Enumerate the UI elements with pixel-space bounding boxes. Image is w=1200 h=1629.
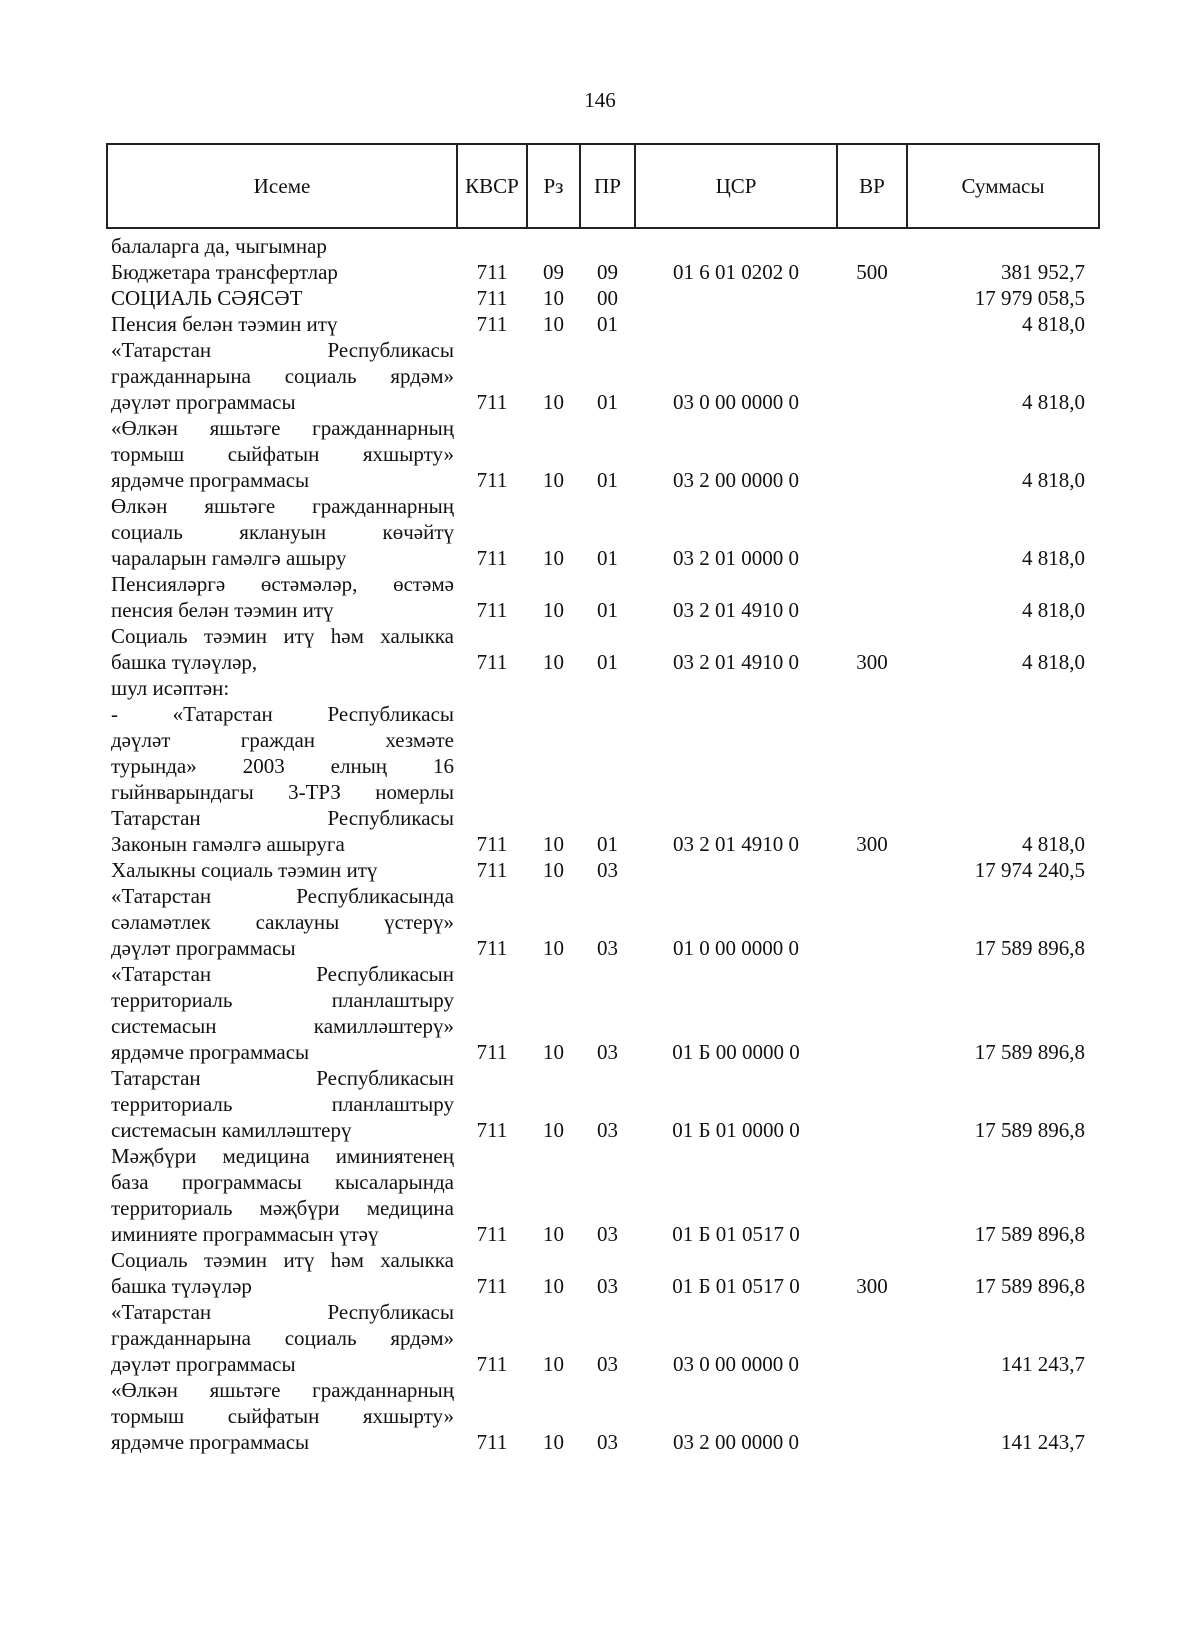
row-name-line: гыйнварындагы 3-ТРЗ номерлы [111,780,454,804]
row-kvsr: 711 [476,1352,508,1376]
row-sum: 4 818,0 [1022,546,1085,570]
row-rz: 10 [543,1430,564,1454]
row-sum: 17 589 896,8 [974,1118,1085,1142]
row-sum: 141 243,7 [1001,1352,1085,1376]
row-kvsr [457,228,527,259]
row-name-line: Законын гамәлгә ашыруга [111,832,345,856]
row-name [107,311,457,337]
row-csr: 03 2 00 0000 0 [673,1430,799,1454]
row-csr: 01 6 01 0202 0 [673,260,799,284]
row-pr [580,228,635,259]
row-csr: 03 0 00 0000 0 [673,390,799,414]
row-vr [837,961,907,1065]
row-name-line: тормыш сыйфатын яхшырту» [111,1404,454,1428]
row-name-line: системасын камилләштерү [111,1118,352,1142]
row-csr [635,675,837,701]
row-csr: 01 0 00 0000 0 [673,936,799,960]
row-rz: 10 [543,1222,564,1246]
row-vr [837,1143,907,1247]
row-name [107,623,457,675]
row-kvsr: 711 [476,1430,508,1454]
row-pr: 01 [597,390,618,414]
row-name [107,1065,457,1143]
table-row [107,259,1099,285]
row-csr: 03 0 00 0000 0 [673,1352,799,1376]
header-kvsr: КВСР [457,144,527,228]
row-kvsr [457,675,527,701]
row-name-line: сәламәтлек саклауны үстерү» [111,910,454,934]
row-name-line: Бюджетара трансфертлар [111,260,338,284]
row-rz: 10 [543,390,564,414]
row-name-line: Социаль тәэмин итү һәм халыкка [111,624,454,648]
row-name-line: пенсия белән тәэмин итү [111,598,334,622]
row-name-line: «Татарстан Республикасын [111,962,454,986]
row-pr: 03 [597,1274,618,1298]
row-name [107,1377,457,1455]
row-kvsr: 711 [476,546,508,570]
row-name-line: «Өлкән яшьтәге гражданнарның [111,416,454,440]
row-name-line: дәүләт программасы [111,390,296,414]
row-name-line: Мәҗбүри медицина иминиятенең [111,1144,454,1168]
header-name: Исеме [107,144,457,228]
row-csr [635,285,837,311]
row-csr: 03 2 01 0000 0 [673,546,799,570]
row-csr: 03 2 00 0000 0 [673,468,799,492]
table-row [107,228,1099,259]
row-pr: 03 [597,936,618,960]
header-sum: Суммасы [907,144,1099,228]
row-name-line: гражданнарына социаль ярдәм» [111,364,454,388]
row-pr: 03 [597,1430,618,1454]
row-rz: 10 [543,832,564,856]
table-row [107,1065,1099,1143]
row-pr: 03 [597,1222,618,1246]
row-name [107,1247,457,1299]
table-row [107,1377,1099,1455]
row-kvsr: 711 [476,312,508,336]
row-name-line: социаль яклануын көчәйтү [111,520,454,544]
row-sum: 17 979 058,5 [974,286,1085,310]
row-pr: 03 [597,1040,618,1064]
row-name [107,285,457,311]
row-vr [837,675,907,701]
row-name-line: гражданнарына социаль ярдәм» [111,1326,454,1350]
row-name-line: Татарстан Республикасын [111,1066,454,1090]
row-name-line: Пенсия белән тәэмин итү [111,312,338,336]
header-vr: ВР [837,144,907,228]
row-vr [837,883,907,961]
row-sum: 17 589 896,8 [974,1274,1085,1298]
row-csr: 03 2 01 4910 0 [673,832,799,856]
row-rz: 10 [543,936,564,960]
row-kvsr: 711 [476,832,508,856]
row-name-line: балаларга да, чыгымнар [111,234,327,258]
row-vr: 500 [856,260,888,284]
row-name-line: «Татарстан Республикасында [111,884,454,908]
row-csr: 01 Б 01 0517 0 [672,1222,800,1246]
table-row [107,337,1099,415]
row-vr [837,857,907,883]
row-sum: 17 974 240,5 [974,858,1085,882]
row-rz: 10 [543,1118,564,1142]
row-name [107,701,457,857]
header-pr: ПР [580,144,635,228]
row-name [107,961,457,1065]
row-name [107,883,457,961]
row-sum: 4 818,0 [1022,390,1085,414]
row-vr [837,1065,907,1143]
table-row [107,883,1099,961]
row-pr: 03 [597,1118,618,1142]
row-kvsr: 711 [476,1222,508,1246]
row-vr [837,311,907,337]
row-pr: 00 [597,286,618,310]
row-vr [837,1377,907,1455]
row-kvsr: 711 [476,286,508,310]
row-rz: 10 [543,858,564,882]
row-name-line: «Өлкән яшьтәге гражданнарның [111,1378,454,1402]
budget-table [106,143,1100,1455]
row-pr: 01 [597,468,618,492]
row-name-line: ярдәмче программасы [111,468,310,492]
row-pr: 01 [597,650,618,674]
row-name-line: Татарстан Республикасы [111,806,454,830]
row-pr: 01 [597,598,618,622]
row-name-line: иминияте программасын үтәү [111,1222,379,1246]
row-kvsr: 711 [476,1118,508,1142]
row-vr [837,1299,907,1377]
row-vr [837,415,907,493]
row-sum: 17 589 896,8 [974,936,1085,960]
row-pr: 03 [597,1352,618,1376]
table-body [107,228,1099,1455]
page-number: 146 [584,88,616,112]
row-vr [837,285,907,311]
table-row [107,311,1099,337]
table-row [107,415,1099,493]
table-row [107,493,1099,571]
row-name-line: башка түләүләр, [111,650,258,674]
row-vr: 300 [856,650,888,674]
row-vr [837,337,907,415]
row-csr: 01 Б 01 0517 0 [672,1274,800,1298]
row-kvsr: 711 [476,650,508,674]
row-kvsr: 711 [476,1274,508,1298]
row-kvsr: 711 [476,390,508,414]
row-csr [635,857,837,883]
row-rz: 10 [543,312,564,336]
row-name [107,415,457,493]
row-rz [527,675,580,701]
row-name-line: территориаль планлаштыру [111,1092,454,1116]
table-row [107,1247,1099,1299]
row-name-line: дәүләт граждан хезмәте [111,728,454,752]
row-name-line: «Татарстан Республикасы [111,338,454,362]
row-sum: 17 589 896,8 [974,1222,1085,1246]
row-pr: 01 [597,832,618,856]
table-row [107,675,1099,701]
row-name [107,259,457,285]
row-sum: 4 818,0 [1022,468,1085,492]
row-name-line: дәүләт программасы [111,936,296,960]
row-name [107,1143,457,1247]
row-name [107,337,457,415]
row-vr [837,493,907,571]
row-pr: 01 [597,312,618,336]
row-name-line: Социаль тәэмин итү һәм халыкка [111,1248,454,1272]
row-kvsr: 711 [476,1040,508,1064]
table-row [107,1143,1099,1247]
row-csr [635,311,837,337]
row-csr: 01 Б 00 0000 0 [672,1040,800,1064]
row-name-line: СОЦИАЛЬ СӘЯСӘТ [111,286,303,310]
row-name-line: тормыш сыйфатын яхшырту» [111,442,454,466]
row-name [107,571,457,623]
row-sum: 141 243,7 [1001,1430,1085,1454]
row-sum [907,675,1099,701]
row-rz: 10 [543,286,564,310]
row-name-line: Пенсияләргә өстәмәләр, өстәмә [111,572,454,596]
row-name-line: база программасы кысаларында [111,1170,454,1194]
row-name-line: Халыкны социаль тәэмин итү [111,858,378,882]
row-sum: 4 818,0 [1022,598,1085,622]
row-kvsr: 711 [476,936,508,960]
row-name-line: системасын камилләштерү» [111,1014,454,1038]
table-row [107,623,1099,675]
table-row [107,571,1099,623]
row-rz: 10 [543,650,564,674]
row-kvsr: 711 [476,598,508,622]
row-sum: 4 818,0 [1022,832,1085,856]
row-rz: 10 [543,546,564,570]
row-name [107,675,457,701]
row-name-line: «Татарстан Республикасы [111,1300,454,1324]
header-rz: Рз [527,144,580,228]
row-name-line: шул исәптән: [111,676,230,700]
row-rz: 10 [543,1352,564,1376]
row-name-line: башка түләүләр [111,1274,252,1298]
row-name-line: территориаль мәҗбүри медицина [111,1196,454,1220]
row-pr [580,675,635,701]
row-pr: 01 [597,546,618,570]
table-row [107,285,1099,311]
row-kvsr: 711 [476,858,508,882]
row-sum: 4 818,0 [1022,650,1085,674]
row-sum: 4 818,0 [1022,312,1085,336]
row-rz: 10 [543,468,564,492]
row-name-line: ярдәмче программасы [111,1430,310,1454]
row-name-line: ярдәмче программасы [111,1040,310,1064]
row-name-line: чараларын гамәлгә ашыру [111,546,347,570]
row-name [107,1299,457,1377]
table-header [107,144,1099,228]
row-name-line: территориаль планлаштыру [111,988,454,1012]
row-name-line: дәүләт программасы [111,1352,296,1376]
row-name [107,857,457,883]
row-sum [907,228,1099,259]
row-kvsr: 711 [476,260,508,284]
row-vr: 300 [856,1274,888,1298]
row-csr: 01 Б 01 0000 0 [672,1118,800,1142]
row-name-line: - «Татарстан Республикасы [111,702,454,726]
row-sum: 381 952,7 [1001,260,1085,284]
row-name-line: турында» 2003 елның 16 [111,754,454,778]
row-pr: 03 [597,858,618,882]
row-vr: 300 [856,832,888,856]
row-kvsr: 711 [476,468,508,492]
row-rz [527,228,580,259]
row-name [107,493,457,571]
table-row [107,701,1099,857]
row-pr: 09 [597,260,618,284]
table-row [107,961,1099,1065]
row-vr [837,571,907,623]
row-csr: 03 2 01 4910 0 [673,650,799,674]
row-rz: 10 [543,1274,564,1298]
row-name [107,228,457,259]
row-rz: 10 [543,1040,564,1064]
table-row [107,1299,1099,1377]
table-row [107,857,1099,883]
row-csr: 03 2 01 4910 0 [673,598,799,622]
row-rz: 10 [543,598,564,622]
row-sum: 17 589 896,8 [974,1040,1085,1064]
row-rz: 09 [543,260,564,284]
row-csr [635,228,837,259]
header-csr: ЦСР [635,144,837,228]
row-vr [837,228,907,259]
row-name-line: Өлкән яшьтәге гражданнарның [111,494,454,518]
